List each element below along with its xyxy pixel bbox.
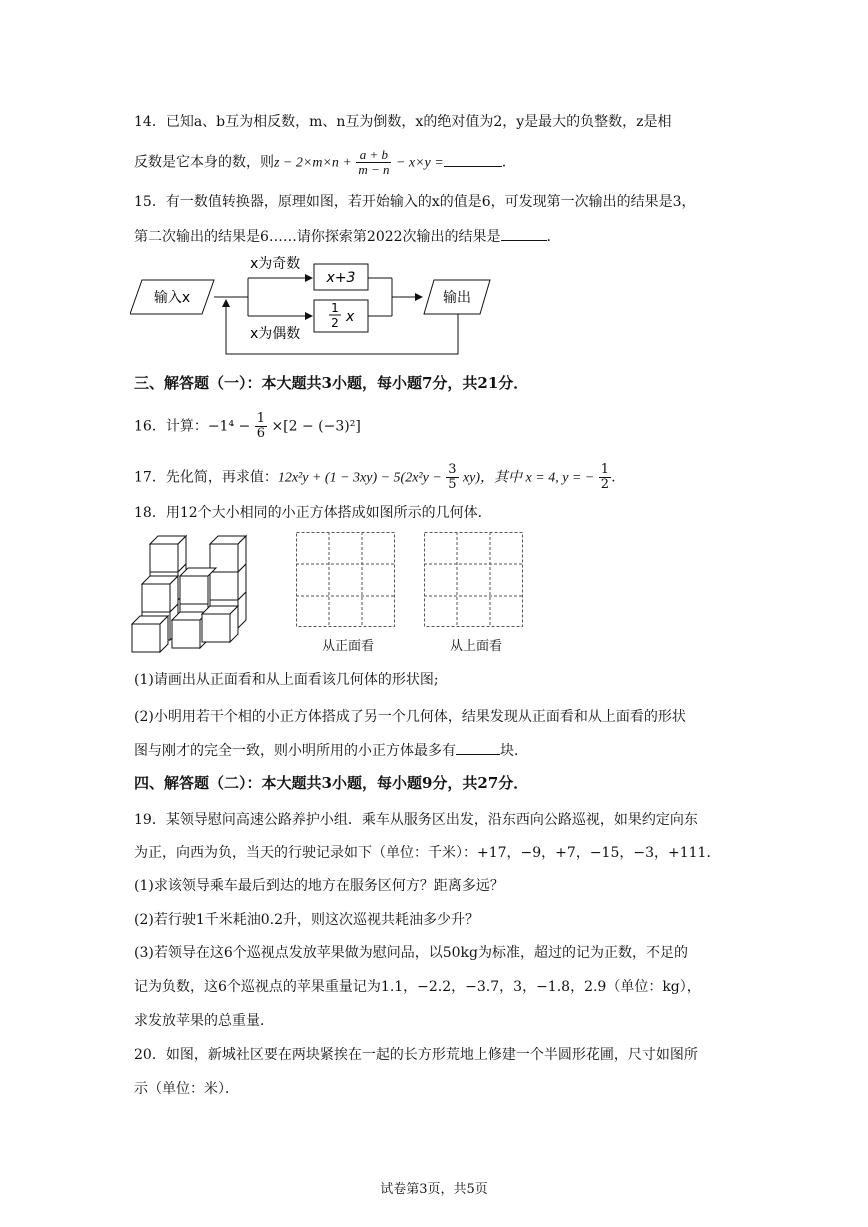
q14-fraction <box>356 148 391 177</box>
q14-end: . <box>501 154 507 171</box>
q14-text-1: 已知a、b互为相反数，m、n互为倒数，x的绝对值为2，y是最大的负整数，z是相 <box>165 114 672 130</box>
q18-top-view-grid[interactable] <box>424 532 524 628</box>
q18-cube-figure <box>128 530 258 660</box>
q16-pre: −1⁴ − <box>207 418 251 435</box>
q16-frac-num: 1 <box>256 411 265 426</box>
flow-op-even-den: 2 <box>331 316 339 330</box>
q18-part-2-line-1: (2)小明用若干个相的小正方体搭成了另一个几何体，结果发现从正面看和从上面看的形状 <box>134 709 686 725</box>
flow-output-label: 输出 <box>443 290 471 306</box>
q14-line-1 <box>134 112 672 132</box>
q14-frac-den: m − n <box>358 162 390 177</box>
page-footer: 试卷第3页，共5页 <box>380 1182 488 1197</box>
q15-text-2: 第二次输出的结果是6……请你探索第2022次输出的结果是 <box>134 229 501 245</box>
q18-part-2-end: 块． <box>500 743 528 759</box>
cube <box>210 536 246 572</box>
flow-even-label: x为偶数 <box>250 326 301 342</box>
section-3-heading: 三、解答题（一）：本大题共3小题，每小题7分，共21分． <box>134 374 529 392</box>
cube <box>202 606 238 642</box>
q17-v-num: 1 <box>600 462 610 477</box>
q19-number: 19． <box>134 812 166 828</box>
cube-stack <box>132 536 246 652</box>
q17-line <box>134 463 616 492</box>
q16-post: ×[2 − (−3)²] <box>271 418 361 435</box>
q17-pre: 12x²y + (1 − 3xy) − 5(2x²y − <box>277 470 442 486</box>
q19-line-1 <box>134 810 698 830</box>
q17-post: xy)，其中 x = 4, y = − <box>462 470 595 486</box>
q19-part-2: (2)若行驶1千米耗油0.2升，则这次巡视共耗油多少升？ <box>134 912 480 928</box>
q18-line <box>134 503 492 523</box>
q17-fraction <box>446 463 458 492</box>
q18-front-view-label: 从正面看 <box>322 639 375 654</box>
q14-frac-num: a + b <box>356 148 391 163</box>
q17-label: 先化简，再求值： <box>165 469 278 486</box>
q20-text-1: 如图，新城社区要在两块紧挨在一起的长方形荒地上修建一个半圆形花圃，尺寸如图所 <box>165 1047 698 1063</box>
q16-label: 计算： <box>165 418 208 435</box>
flow-odd-label: x为奇数 <box>250 256 301 272</box>
q15-line-1 <box>134 192 696 212</box>
flow-op-even-var: x <box>346 309 355 325</box>
q14-expr-pre: z − 2×m×n + <box>274 155 352 171</box>
q20-line-1 <box>134 1045 698 1065</box>
q17-v-den: 2 <box>600 477 610 492</box>
q14-line-2 <box>134 148 506 177</box>
q19-text-1: 某领导慰问高速公路养护小组．乘车从服务区出发，沿东西向公路巡视，如果约定向东 <box>165 812 698 828</box>
q14-answer-blank[interactable] <box>444 152 502 167</box>
q19-line-2: 为正，向西为负，当天的行驶记录如下（单位：千米）：+17，−9，+7，−15，−3，+111． <box>134 845 721 861</box>
flow-op-even-num: 1 <box>331 301 339 315</box>
q17-value-fraction <box>599 463 611 492</box>
q17-frac-den: 5 <box>448 477 457 492</box>
q15-flowchart <box>130 250 500 360</box>
q16-number: 16． <box>134 418 166 435</box>
q18-part-2-text: 图与刚才的完全一致，则小明所用的小正方体最多有 <box>134 743 456 759</box>
q16-line <box>134 412 361 441</box>
q18-front-view-grid[interactable] <box>296 532 396 628</box>
q16-fraction <box>255 412 267 441</box>
q17-end: . <box>611 469 616 486</box>
q15-line-2 <box>134 226 551 247</box>
cube <box>142 576 178 612</box>
q19-part-3-line-1: (3)若领导在这6个巡视点发放苹果做为慰问品，以50kg为标准，超过的记为正数，不足的 <box>134 945 688 961</box>
flow-op-even-box <box>314 300 368 332</box>
section-4-heading: 四、解答题（二）：本大题共3小题，每小题9分，共27分． <box>134 774 529 792</box>
q17-number: 17． <box>134 469 166 486</box>
q19-part-3-line-3: 求发放苹果的总重量． <box>134 1013 274 1029</box>
flow-op-odd-label: x+3 <box>326 270 356 286</box>
q19-part-1: (1)求该领导乘车最后到达的地方在服务区何方？距离多远？ <box>134 878 504 894</box>
q18-answer-blank[interactable] <box>456 740 500 755</box>
cube <box>150 536 186 572</box>
q17-frac-num: 3 <box>448 462 457 477</box>
q18-part-1: (1)请画出从正面看和从上面看该几何体的形状图; <box>134 672 439 688</box>
q18-text: 用12个大小相同的小正方体搭成如图所示的几何体． <box>165 505 492 521</box>
q19-part-3-line-2: 记为负数，这6个巡视点的苹果重量记为1.1，−2.2，−3.7，3，−1.8，2.9（单位：kg）， <box>134 979 701 995</box>
q18-top-view-label: 从上面看 <box>450 639 503 654</box>
cube <box>132 616 168 652</box>
q20-line-2: 示（单位：米）． <box>134 1081 239 1097</box>
q14-number: 14． <box>134 114 166 130</box>
q20-number: 20． <box>134 1047 166 1063</box>
flow-input-label: 输入x <box>153 290 191 306</box>
q18-number: 18． <box>134 505 166 521</box>
q15-end: . <box>546 229 551 245</box>
q18-part-2-line-2 <box>134 740 528 761</box>
q15-text-1: 有一数值转换器，原理如图，若开始输入的x的值是6，可发现第一次输出的结果是3， <box>165 194 696 210</box>
q14-text-2: 反数是它本身的数，则 <box>134 154 274 171</box>
q16-frac-den: 6 <box>256 426 265 441</box>
q15-number: 15． <box>134 194 166 210</box>
q15-answer-blank[interactable] <box>501 226 547 241</box>
q14-expr-post: − x×y = <box>395 155 444 171</box>
